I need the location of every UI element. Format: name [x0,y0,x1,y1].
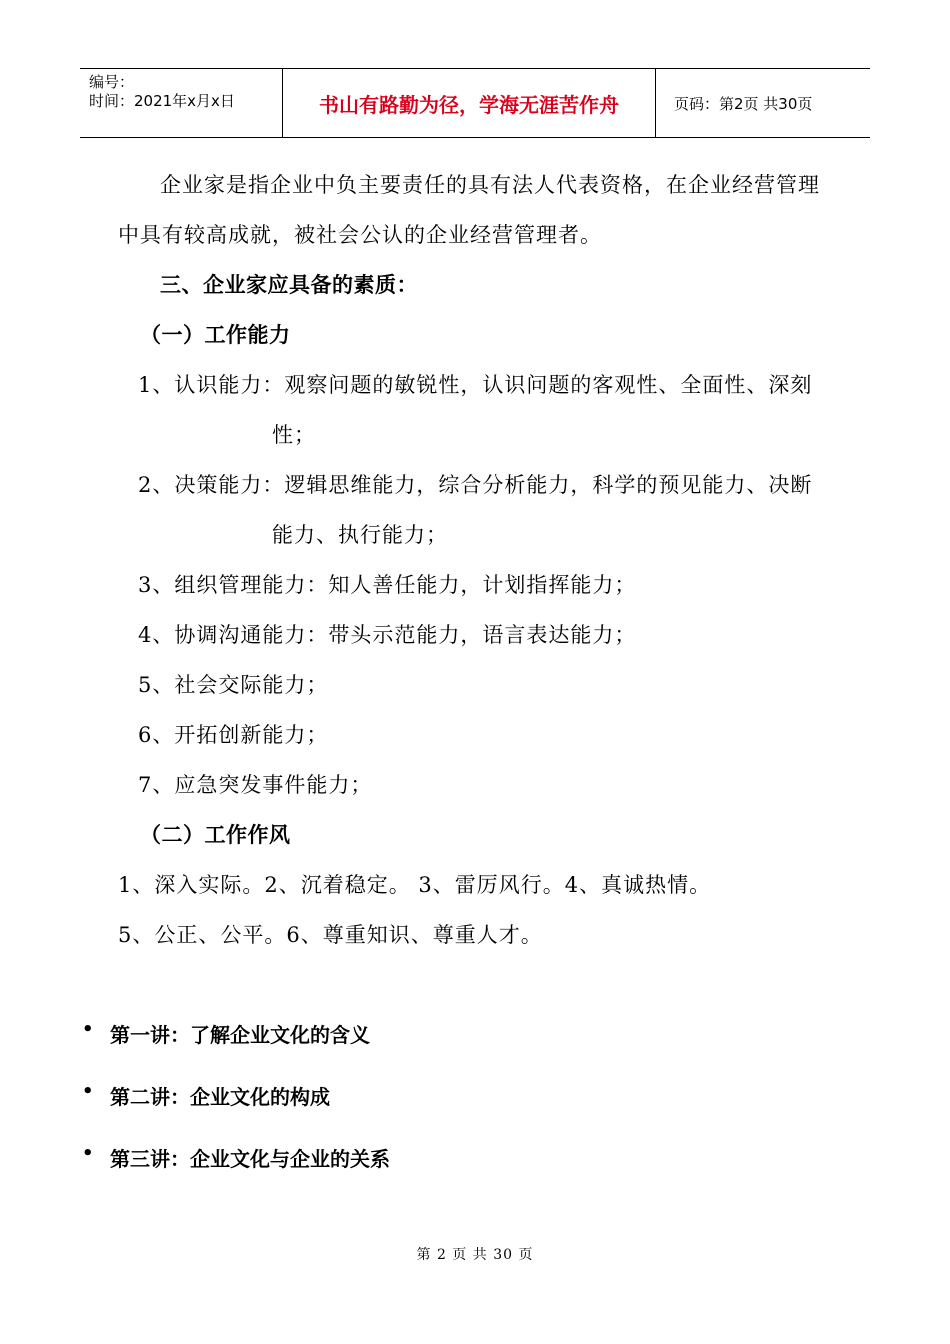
ability-item-6: 6、开拓创新能力； [138,723,329,747]
time-label: 时间：2021年x月x日 [89,92,235,110]
number-label: 编号： [89,73,135,91]
definition-line-2: 中具有较高成就，被社会公认的企业经营管理者。 [118,223,602,247]
header-meta-cell [80,69,282,137]
header-motto: 书山有路勤为径，学海无涯苦作舟 [282,69,656,137]
ability-item-1: 1、认识能力：观察问题的敏锐性，认识问题的客观性、全面性、深刻 [138,373,813,397]
header-page-info [664,69,870,137]
ability-item-2-cont: 能力、执行能力； [272,523,448,547]
ability-item-1-cont: 性； [272,423,316,447]
ability-item-2: 2、决策能力：逻辑思维能力，综合分析能力，科学的预见能力、决断 [138,473,813,497]
lecture-title: 第一讲：了解企业文化的含义 [110,1023,370,1047]
ability-item-7: 7、应急突发事件能力； [138,773,373,797]
header-table [80,68,870,138]
subsection-title-work-style: （二）工作作风 [140,823,291,847]
lecture-title: 第三讲：企业文化与企业的关系 [110,1147,390,1171]
definition-line-1: 企业家是指企业中负主要责任的具有法人代表资格，在企业经营管理 [160,173,820,197]
bullet-icon: • [82,1019,94,1040]
subsection-title-work-ability: （一）工作能力 [140,323,291,347]
work-style-line-1: 1、深入实际。2、沉着稳定。 3、雷厉风行。4、真诚热情。 [118,873,712,897]
bullet-icon: • [82,1143,94,1164]
ability-item-3: 3、组织管理能力：知人善任能力，计划指挥能力； [138,573,637,597]
lecture-title: 第二讲：企业文化的构成 [110,1085,330,1109]
work-style-line-2: 5、公正、公平。6、尊重知识、尊重人才。 [118,923,543,947]
ability-item-4: 4、协调沟通能力：带头示范能力，语言表达能力； [138,623,637,647]
page-footer: 第 2 页 共 30 页 [416,1247,534,1263]
section-title: 三、企业家应具备的素质： [160,273,418,297]
ability-item-5: 5、社会交际能力； [138,673,329,697]
page-info-text: 页码：第2页 共30页 [674,94,813,113]
bullet-icon: • [82,1081,94,1102]
